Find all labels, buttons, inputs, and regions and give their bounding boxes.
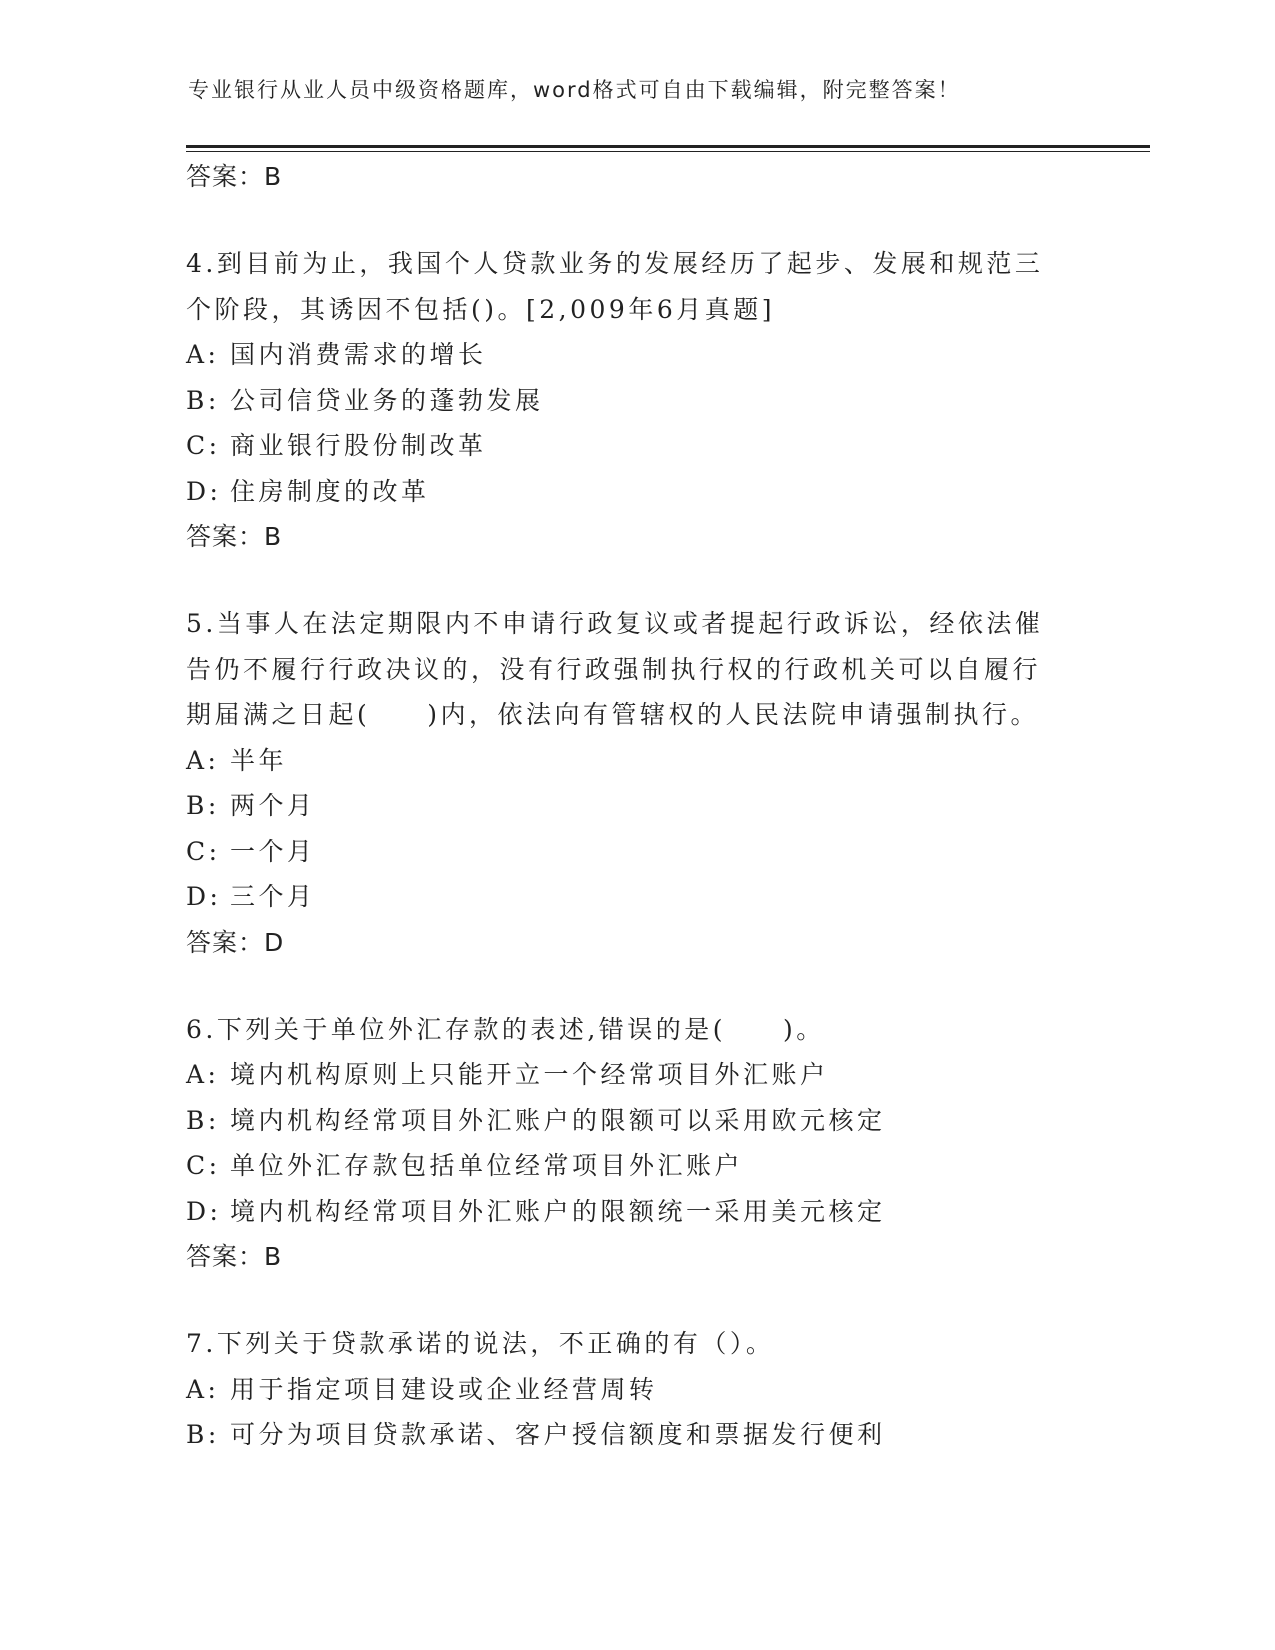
question-stem: 7.下列关于贷款承诺的说法，不正确的有（）。 xyxy=(186,1329,775,1358)
option-text: 公司信贷业务的蓬勃发展 xyxy=(230,385,544,415)
option-text: 商业银行股份制改革 xyxy=(230,431,487,460)
option-key: A: xyxy=(186,1060,220,1089)
option-text: 单位外汇存款包括单位经常项目外汇账户 xyxy=(230,1151,744,1180)
option-text: 可分为项目贷款承诺、客户授信额度和票据发行便利 xyxy=(230,1420,886,1449)
answer-prefix: 答案： xyxy=(186,927,265,957)
option-text: 境内机构原则上只能开立一个经常项目外汇账户 xyxy=(230,1060,829,1089)
header-rule-thin xyxy=(186,151,1150,152)
option-text: 境内机构经常项目外汇账户的限额统一采用美元核定 xyxy=(230,1196,886,1226)
question-item xyxy=(186,241,1066,559)
answer-line xyxy=(186,514,1066,559)
option-a xyxy=(186,1052,1066,1098)
option-key: B: xyxy=(186,1420,220,1449)
answer-prefix: 答案： xyxy=(186,162,265,191)
option-key: B: xyxy=(186,1105,220,1135)
question-list xyxy=(186,154,1066,1458)
option-d xyxy=(186,1189,1066,1235)
option-key: A: xyxy=(186,1374,220,1404)
answer-value: D xyxy=(264,927,285,957)
option-text: 两个月 xyxy=(230,791,316,820)
option-c xyxy=(186,1143,1066,1189)
answer-line xyxy=(186,920,1066,965)
option-text: 住房制度的改革 xyxy=(230,476,430,506)
answer-line xyxy=(186,1234,1066,1279)
question-item xyxy=(186,1007,1066,1280)
header-rule-thick xyxy=(186,145,1150,148)
option-key: A: xyxy=(186,340,220,369)
option-b xyxy=(186,378,1066,424)
answer-prefix: 答案： xyxy=(186,1242,265,1271)
question-stem: 4.到目前为止，我国个人贷款业务的发展经历了起步、发展和规范三个阶段，其诱因不包括()。[2,009年6月真题] xyxy=(186,249,1044,324)
option-text: 用于指定项目建设或企业经营周转 xyxy=(230,1374,658,1404)
option-a xyxy=(186,332,1066,378)
question-stem: 6.下列关于单位外汇存款的表述,错误的是( )。 xyxy=(186,1014,825,1044)
question-item xyxy=(186,1321,1066,1458)
option-text: 境内机构经常项目外汇账户的限额可以采用欧元核定 xyxy=(230,1105,886,1135)
option-text: 三个月 xyxy=(230,882,316,911)
option-b xyxy=(186,1098,1066,1144)
page-header: 专业银行从业人员中级资格题库，word格式可自由下载编辑，附完整答案！ xyxy=(188,78,961,102)
answer-value: B xyxy=(264,162,283,191)
option-key: D: xyxy=(186,1196,222,1226)
option-c xyxy=(186,829,1066,875)
option-b xyxy=(186,1412,1066,1458)
option-key: D: xyxy=(186,882,222,911)
option-a xyxy=(186,738,1066,784)
option-text: 半年 xyxy=(230,745,288,775)
option-b xyxy=(186,783,1066,829)
option-key: C: xyxy=(186,836,221,866)
question-stem: 5.当事人在法定期限内不申请行政复议或者提起行政诉讼，经依法催告仍不履行行政决议的，没有行政强制执行权的行政机关可以自履行期届满之日起( )内，依法向有管辖权的人民法院申请强制执行。 xyxy=(186,609,1044,729)
answer-prefix: 答案： xyxy=(186,522,265,551)
option-text: 国内消费需求的增长 xyxy=(230,340,487,369)
option-c xyxy=(186,423,1066,469)
option-key: D: xyxy=(186,476,222,506)
option-key: B: xyxy=(186,385,220,415)
answer-line xyxy=(186,154,1066,199)
option-key: C: xyxy=(186,431,221,460)
answer-value: B xyxy=(264,1242,283,1271)
option-key: C: xyxy=(186,1151,221,1180)
answer-value: B xyxy=(264,522,283,551)
option-d xyxy=(186,874,1066,920)
option-key: A: xyxy=(186,745,220,775)
option-d xyxy=(186,469,1066,515)
question-item xyxy=(186,601,1066,965)
option-text: 一个月 xyxy=(230,836,316,866)
option-key: B: xyxy=(186,791,220,820)
option-a xyxy=(186,1367,1066,1413)
